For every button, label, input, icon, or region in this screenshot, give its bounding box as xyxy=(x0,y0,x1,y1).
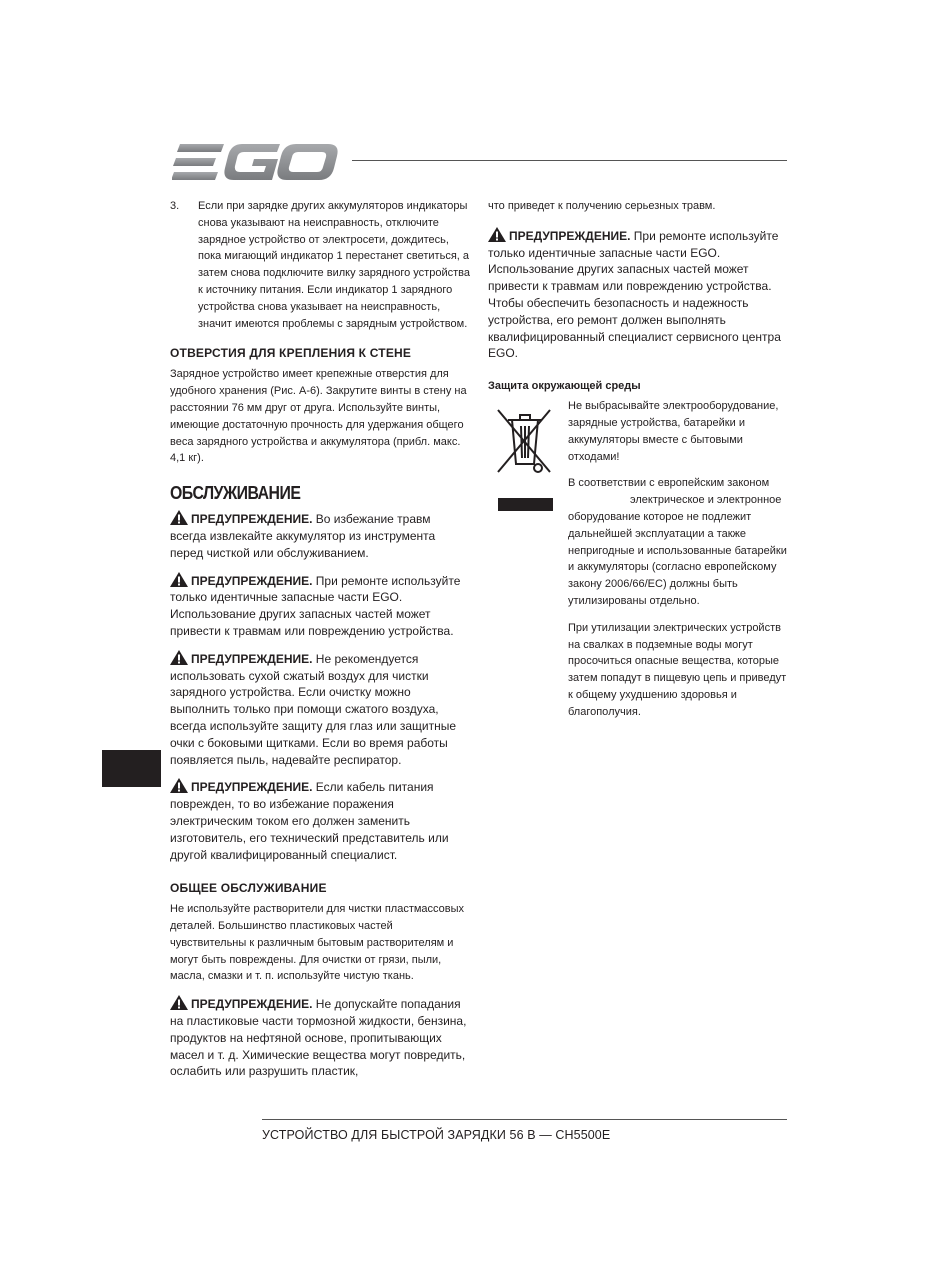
warning-icon xyxy=(488,227,506,242)
maintenance-warnings xyxy=(170,510,470,863)
environment-paragraph-1: Не выбрасывайте электрооборудование, зарядные устройства, батарейки и аккумуляторы вместе с бытовыми отходами! xyxy=(568,400,779,463)
warning-text: Не допускайте попадания на пластиковые части тормозной жидкости, бензина, продуктов на нефтяной основе, пропитывающих масел и т. д. Химические вещества могут повредить, ослабить или разрушить пластик, xyxy=(170,997,467,1079)
environment-paragraph-2 xyxy=(568,475,788,609)
warning-paragraph xyxy=(170,995,470,1080)
wall-mount-text: Зарядное устройство имеет крепежные отверстия для удобного хранения (Рис. A-6). Закрутите винты в стену на расстоянии 76 мм друг от друга. Используйте винты, имеющие достаточную прочность для удержания общего веса зарядного устройства и аккумулятора (прибл. макс. 4,1 кг). xyxy=(170,368,467,465)
environment-heading: Защита окружающей среды xyxy=(488,380,641,393)
warning-label: ПРЕДУПРЕЖДЕНИЕ. xyxy=(191,780,313,795)
warning-label: ПРЕДУПРЕЖДЕНИЕ. xyxy=(509,228,631,243)
warning-paragraph xyxy=(170,778,470,863)
warning-text: Если кабель питания поврежден, то во избежание поражения электрическим током его должен заменить изготовитель, его технический представитель или другой квалифицированный специалист. xyxy=(170,780,449,862)
footer-rule xyxy=(262,1119,787,1120)
warning-icon xyxy=(170,995,188,1010)
header-rule xyxy=(352,160,787,161)
ego-logo xyxy=(172,142,338,182)
warning-paragraph xyxy=(170,510,470,561)
environment-section xyxy=(488,398,788,730)
warning-text: Не рекомендуется использовать сухой сжатый воздух для чистки зарядного устройства. Если очистку можно выполнить только при помощи сжатого воздуха, всегда используйте защиту для глаз или защитные очки с боковыми щитками. Если во время работы появляется пыль, надевайте респиратор. xyxy=(170,651,457,767)
list-item-text: Если при зарядке других аккумуляторов индикаторы снова указывают на неисправность, отключите зарядное устройство от электросети, дождитесь, пока мигающий индикатор 1 перестанет светиться, а затем снова подключите вилку зарядного устройства к источнику питания. Если индикатор 1 зарядного устройства снова указывает на неисправность, значит имеются проблемы с зарядным устройством. xyxy=(198,200,470,330)
warning-icon xyxy=(170,572,188,587)
list-item-number: 3. xyxy=(170,200,180,212)
side-tab xyxy=(102,750,161,787)
warning-label: ПРЕДУПРЕЖДЕНИЕ. xyxy=(191,651,313,666)
warning-text: При ремонте используйте только идентичные запасные части EGO. Использование других запасных частей может привести к травмам или повреждению устройства. xyxy=(170,573,461,638)
environment-paragraph-3: При утилизации электрических устройств на свалках в подземные воды могут просочиться опасные вещества, которые затем попадут в пищевую цепь и приведут к общему ухудшению здоровья и благополучия. xyxy=(568,621,787,718)
general-maintenance-text: Не используйте растворители для чистки пластмассовых деталей. Большинство пластиковых частей чувствительны к различным бытовым растворителям и могут быть повреждены. Для очистки от грязи, пыли, масла, смазки и т. п. используйте чистую ткань. xyxy=(170,903,465,983)
warning-paragraph xyxy=(170,650,470,769)
continuation-text: что приведет к получению серьезных травм. xyxy=(488,200,716,212)
list-item xyxy=(170,198,470,332)
general-maintenance-heading: ОБЩЕЕ ОБСЛУЖИВАНИЕ xyxy=(170,881,327,896)
environment-text xyxy=(568,398,788,730)
warning-paragraph xyxy=(488,227,788,362)
crossed-out-bin-icon xyxy=(494,406,554,476)
warning-paragraph xyxy=(170,572,470,640)
environment-paragraph-2-b: электрическое и электронное оборудование которое не подлежит дальнейшей эксплуатации а также непригодные и использованные батарейки и аккумуляторы (согласно европейскому закону 2006/66/EC) должны быть утилизированы отдельно. xyxy=(568,494,787,607)
left-column xyxy=(170,198,470,1080)
environment-paragraph-2-a: В соответствии с европейским законом xyxy=(568,477,770,490)
warning-label: ПРЕДУПРЕЖДЕНИЕ. xyxy=(191,512,313,527)
bin-bar xyxy=(498,498,553,511)
warning-icon xyxy=(170,778,188,793)
warning-icon xyxy=(170,510,188,525)
environment-icons xyxy=(488,398,568,730)
footer-title: УСТРОЙСТВО ДЛЯ БЫСТРОЙ ЗАРЯДКИ 56 В — CH5500E xyxy=(262,1128,611,1142)
warning-text: При ремонте используйте только идентичные запасные части EGO. Использование других запасных частей может привести к травмам или повреждению устройства. Чтобы обеспечить безопасность и надежность устройства, его ремонт должен выполнять квалифицированный специалист сервисного центра EGO. xyxy=(488,228,781,361)
warning-icon xyxy=(170,650,188,665)
warning-label: ПРЕДУПРЕЖДЕНИЕ. xyxy=(191,573,313,588)
warning-label: ПРЕДУПРЕЖДЕНИЕ. xyxy=(191,997,313,1012)
maintenance-heading: ОБСЛУЖИВАНИЕ xyxy=(170,483,301,504)
warning-text: Во избежание травм всегда извлекайте аккумулятор из инструмента перед чисткой или обслуживанием. xyxy=(170,512,436,560)
right-column xyxy=(488,198,788,731)
wall-mount-heading: ОТВЕРСТИЯ ДЛЯ КРЕПЛЕНИЯ К СТЕНЕ xyxy=(170,346,412,361)
